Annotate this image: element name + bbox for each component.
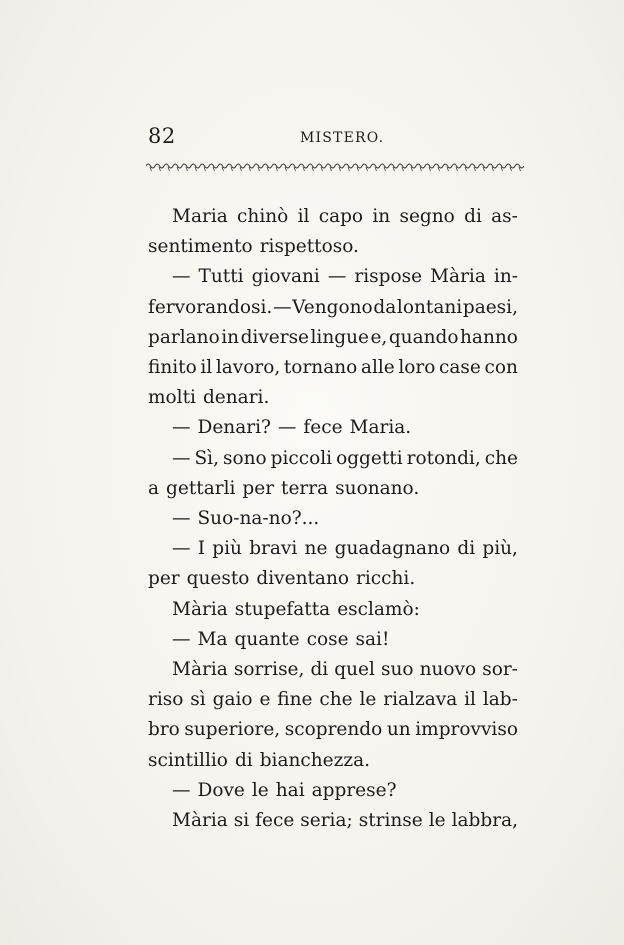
text-line: — Denari? — fece Maria. [172,417,412,439]
text-line: per questo diventano ricchi. [148,568,416,590]
text-line: riso sì gaio e fine che le rialzava il lab- [148,689,518,711]
text-line: — Ma quante cose sai! [172,628,390,650]
text-line: molti denari. [148,387,270,409]
text-line: a gettarli per terra suonano. [148,477,420,499]
text-line: — Sì, sono piccoli oggetti rotondi, che [172,447,518,469]
text-line: sentimento rispettoso. [148,236,359,258]
page-number: 82 [148,124,176,148]
running-head [148,124,524,160]
text-line: Maria chinò il capo in segno di as- [172,206,518,227]
text-line: fervorandosi. — Vengono da lontani paesi, [148,296,518,318]
ornamental-rule [146,161,524,173]
text-line: bro superiore, scoprendo un improvviso [148,719,518,741]
ornament-wave [146,164,524,168]
text-line: scintillio di bianchezza. [148,749,371,771]
text-line: — I più bravi ne guadagnano di più, [172,538,518,560]
text-line: — Tutti giovani — rispose Mària in- [172,266,518,288]
running-title: MISTERO. [300,130,385,146]
text-line: Mària stupefatta esclamò: [172,598,420,620]
text-line: finito il lavoro, tornano alle loro case con [148,357,518,378]
text-line: Mària si fece seria; strinse le labbra, [172,810,518,831]
text-line: — Suo-na-no?... [172,508,320,529]
text-line: — Dove le hai apprese? [172,779,397,801]
text-line: Mària sorrise, di quel suo nuovo sor- [172,659,518,680]
text-line: parlano in diverse lingue e, quando hanno [148,326,518,348]
